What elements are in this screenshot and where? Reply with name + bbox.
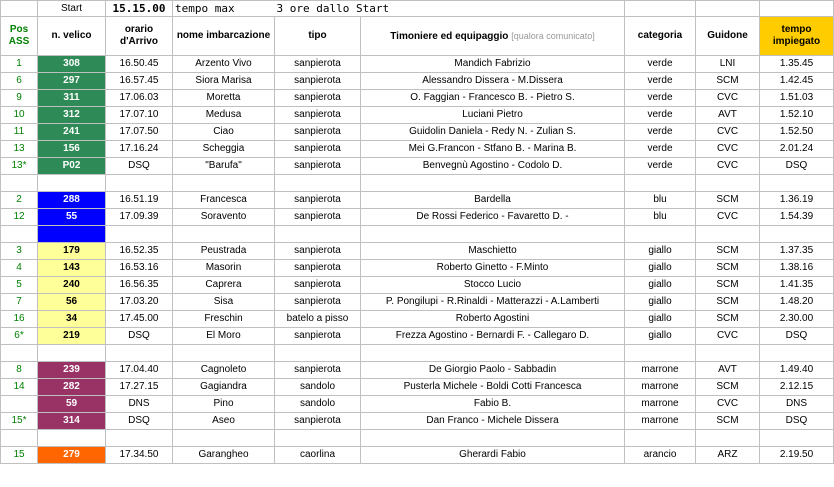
cell-time: 1.54.39 xyxy=(760,209,834,226)
cell-guidone: CVC xyxy=(696,124,760,141)
cell-crew: Mei G.Francon - Stfano B. - Marina B. xyxy=(361,141,625,158)
cell-pos: 5 xyxy=(1,277,38,294)
cell-guidone: SCM xyxy=(696,294,760,311)
cell-crew: Roberto Agostini xyxy=(361,311,625,328)
table-row xyxy=(1,141,834,158)
cell-time: 1.37.35 xyxy=(760,243,834,260)
cell-arrival: 17.07.50 xyxy=(106,124,173,141)
cell-type: sanpierota xyxy=(275,56,361,73)
cell-arrival: 17.45.00 xyxy=(106,311,173,328)
cell-category: verde xyxy=(625,141,696,158)
header-crew-label: Timoniere ed equipaggio xyxy=(390,30,509,42)
cell-arrival: 16.50.45 xyxy=(106,56,173,73)
cell-boat: Pino xyxy=(173,396,275,413)
cell-crew: Maschietto xyxy=(361,243,625,260)
cell-pos: 1 xyxy=(1,56,38,73)
cell-type: sandolo xyxy=(275,396,361,413)
header-crew-hint: [qualora comunicato] xyxy=(511,30,595,41)
cell-crew: De Giorgio Paolo - Sabbadin xyxy=(361,362,625,379)
cell-time: 2.19.50 xyxy=(760,447,834,464)
cell-sail: 241 xyxy=(38,124,106,141)
cell-pos: 7 xyxy=(1,294,38,311)
cell-boat: Freschin xyxy=(173,311,275,328)
cell-sail: 311 xyxy=(38,90,106,107)
start-label: Start xyxy=(38,1,106,17)
cell-time: 1.48.20 xyxy=(760,294,834,311)
table-row xyxy=(1,277,834,294)
cell-sail: 308 xyxy=(38,56,106,73)
cell-crew: Alessandro Dissera - M.Dissera xyxy=(361,73,625,90)
cell-category: verde xyxy=(625,56,696,73)
table-row xyxy=(1,56,834,73)
cell-arrival: 16.52.35 xyxy=(106,243,173,260)
cell-type: sanpierota xyxy=(275,294,361,311)
cell-guidone: CVC xyxy=(696,158,760,175)
cell-arrival: DSQ xyxy=(106,158,173,175)
cell-time: 1.52.50 xyxy=(760,124,834,141)
group-separator xyxy=(1,345,834,362)
cell-crew: Pusterla Michele - Boldi Cotti Francesca xyxy=(361,379,625,396)
table-row xyxy=(1,328,834,345)
cell-guidone: AVT xyxy=(696,362,760,379)
cell-sail: 312 xyxy=(38,107,106,124)
table-row xyxy=(1,73,834,90)
cell-boat: Caprera xyxy=(173,277,275,294)
cell-pos: 11 xyxy=(1,124,38,141)
cell-pos xyxy=(1,396,38,413)
table-row xyxy=(1,447,834,464)
cell-type: sanpierota xyxy=(275,124,361,141)
header-category: categoria xyxy=(625,17,696,56)
cell-sail: 55 xyxy=(38,209,106,226)
cell-boat: Peustrada xyxy=(173,243,275,260)
cell-guidone: CVC xyxy=(696,209,760,226)
table-row xyxy=(1,260,834,277)
cell-boat: Soravento xyxy=(173,209,275,226)
cell-arrival: 16.56.35 xyxy=(106,277,173,294)
cell-guidone: SCM xyxy=(696,311,760,328)
group-separator xyxy=(1,226,834,243)
cell-category: verde xyxy=(625,73,696,90)
cell-boat: Masorin xyxy=(173,260,275,277)
cell-category: giallo xyxy=(625,328,696,345)
cell-boat: Sisa xyxy=(173,294,275,311)
table-row xyxy=(1,107,834,124)
cell-arrival: DNS xyxy=(106,396,173,413)
cell-guidone: SCM xyxy=(696,260,760,277)
table-row xyxy=(1,362,834,379)
cell-type: batelo a pisso xyxy=(275,311,361,328)
cell-pos: 16 xyxy=(1,311,38,328)
cell-category: blu xyxy=(625,192,696,209)
cell-time: 2.12.15 xyxy=(760,379,834,396)
group-separator xyxy=(1,430,834,447)
cell-crew: Guidolin Daniela - Redy N. - Zulian S. xyxy=(361,124,625,141)
cell-arrival: 17.04.40 xyxy=(106,362,173,379)
max-value: 3 ore dallo Start xyxy=(275,1,625,17)
cell-category: giallo xyxy=(625,243,696,260)
table-row xyxy=(1,311,834,328)
start-info-row xyxy=(1,1,834,17)
table-row xyxy=(1,379,834,396)
cell-guidone: SCM xyxy=(696,413,760,430)
cell-arrival: DSQ xyxy=(106,328,173,345)
table-row xyxy=(1,294,834,311)
cell-crew: Stocco Lucio xyxy=(361,277,625,294)
cell-guidone: SCM xyxy=(696,73,760,90)
cell-guidone: AVT xyxy=(696,107,760,124)
cell-guidone: LNI xyxy=(696,56,760,73)
cell-guidone: SCM xyxy=(696,379,760,396)
cell-guidone: SCM xyxy=(696,243,760,260)
cell-time: 1.49.40 xyxy=(760,362,834,379)
cell-category: verde xyxy=(625,90,696,107)
header-sail: n. velico xyxy=(38,17,106,56)
cell-type: sanpierota xyxy=(275,243,361,260)
table-row xyxy=(1,158,834,175)
cell-crew: Frezza Agostino - Bernardi F. - Callegaro D. xyxy=(361,328,625,345)
cell-type: sanpierota xyxy=(275,90,361,107)
cell-category: marrone xyxy=(625,396,696,413)
cell-crew: Roberto Ginetto - F.Minto xyxy=(361,260,625,277)
cell-boat: Scheggia xyxy=(173,141,275,158)
table-row xyxy=(1,192,834,209)
cell-category: verde xyxy=(625,158,696,175)
cell-type: caorlina xyxy=(275,447,361,464)
table-row xyxy=(1,90,834,107)
header-arrival: orario d'Arrivo xyxy=(106,17,173,56)
cell-guidone: CVC xyxy=(696,396,760,413)
cell-arrival: 16.53.16 xyxy=(106,260,173,277)
cell-guidone: CVC xyxy=(696,90,760,107)
cell-boat: Medusa xyxy=(173,107,275,124)
cell-crew: Gherardi Fabio xyxy=(361,447,625,464)
header-boat: nome imbarcazione xyxy=(173,17,275,56)
cell-type: sandolo xyxy=(275,379,361,396)
cell-category: giallo xyxy=(625,294,696,311)
cell-time: 1.51.03 xyxy=(760,90,834,107)
cell-pos: 15* xyxy=(1,413,38,430)
cell-arrival: 16.51.19 xyxy=(106,192,173,209)
cell-sail: 240 xyxy=(38,277,106,294)
cell-sail: 156 xyxy=(38,141,106,158)
cell-boat: Siora Marisa xyxy=(173,73,275,90)
cell-type: sanpierota xyxy=(275,73,361,90)
cell-category: giallo xyxy=(625,311,696,328)
cell-sail: 314 xyxy=(38,413,106,430)
cell-arrival: DSQ xyxy=(106,413,173,430)
cell-arrival: 17.06.03 xyxy=(106,90,173,107)
table-row xyxy=(1,209,834,226)
cell-type: sanpierota xyxy=(275,158,361,175)
cell-category: blu xyxy=(625,209,696,226)
cell-arrival: 17.34.50 xyxy=(106,447,173,464)
cell-pos: 13 xyxy=(1,141,38,158)
cell-time: DSQ xyxy=(760,413,834,430)
cell-crew: Benvegnù Agostino - Codolo D. xyxy=(361,158,625,175)
cell-pos: 9 xyxy=(1,90,38,107)
cell-sail: 297 xyxy=(38,73,106,90)
table-row xyxy=(1,243,834,260)
cell-pos: 12 xyxy=(1,209,38,226)
cell-pos: 14 xyxy=(1,379,38,396)
cell-pos: 2 xyxy=(1,192,38,209)
header-crew xyxy=(361,17,625,56)
cell-crew: Fabio B. xyxy=(361,396,625,413)
cell-sail: 279 xyxy=(38,447,106,464)
cell-boat: Arzento Vivo xyxy=(173,56,275,73)
cell-category: giallo xyxy=(625,277,696,294)
cell-guidone: CVC xyxy=(696,328,760,345)
header-type: tipo xyxy=(275,17,361,56)
cell-arrival: 16.57.45 xyxy=(106,73,173,90)
max-label: tempo max xyxy=(173,1,275,17)
cell-boat: Aseo xyxy=(173,413,275,430)
cell-time: DSQ xyxy=(760,328,834,345)
cell-arrival: 17.27.15 xyxy=(106,379,173,396)
cell-time: 1.41.35 xyxy=(760,277,834,294)
cell-time: 1.36.19 xyxy=(760,192,834,209)
cell-crew: O. Faggian - Francesco B. - Pietro S. xyxy=(361,90,625,107)
cell-sail: 288 xyxy=(38,192,106,209)
cell-time: DNS xyxy=(760,396,834,413)
cell-boat: Cagnoleto xyxy=(173,362,275,379)
cell-boat: El Moro xyxy=(173,328,275,345)
cell-arrival: 17.03.20 xyxy=(106,294,173,311)
cell-guidone: SCM xyxy=(696,277,760,294)
cell-pos: 13* xyxy=(1,158,38,175)
cell-type: sanpierota xyxy=(275,328,361,345)
cell-pos: 4 xyxy=(1,260,38,277)
cell-boat: Garangheo xyxy=(173,447,275,464)
cell-sail: P02 xyxy=(38,158,106,175)
cell-type: sanpierota xyxy=(275,192,361,209)
cell-type: sanpierota xyxy=(275,141,361,158)
cell-category: marrone xyxy=(625,379,696,396)
cell-time: 1.35.45 xyxy=(760,56,834,73)
cell-arrival: 17.16.24 xyxy=(106,141,173,158)
cell-time: 1.52.10 xyxy=(760,107,834,124)
table-row xyxy=(1,396,834,413)
cell-pos: 3 xyxy=(1,243,38,260)
cell-crew: Bardella xyxy=(361,192,625,209)
cell-time: DSQ xyxy=(760,158,834,175)
cell-category: verde xyxy=(625,124,696,141)
cell-category: verde xyxy=(625,107,696,124)
cell-category: marrone xyxy=(625,413,696,430)
cell-arrival: 17.09.39 xyxy=(106,209,173,226)
cell-pos: 6* xyxy=(1,328,38,345)
cell-pos: 8 xyxy=(1,362,38,379)
cell-crew: Dan Franco - Michele Dissera xyxy=(361,413,625,430)
header-time: tempo impiegato xyxy=(760,17,834,56)
cell-guidone: ARZ xyxy=(696,447,760,464)
cell-boat: Ciao xyxy=(173,124,275,141)
cell-guidone: CVC xyxy=(696,141,760,158)
cell-boat: "Barufa" xyxy=(173,158,275,175)
cell-crew: Mandich Fabrizio xyxy=(361,56,625,73)
cell-sail: 34 xyxy=(38,311,106,328)
cell-boat: Gagiandra xyxy=(173,379,275,396)
cell-sail: 56 xyxy=(38,294,106,311)
table-row xyxy=(1,413,834,430)
cell-type: sanpierota xyxy=(275,107,361,124)
cell-sail: 179 xyxy=(38,243,106,260)
table-row xyxy=(1,124,834,141)
cell-arrival: 17.07.10 xyxy=(106,107,173,124)
header-guidone: Guidone xyxy=(696,17,760,56)
cell-type: sanpierota xyxy=(275,413,361,430)
cell-guidone: SCM xyxy=(696,192,760,209)
cell-type: sanpierota xyxy=(275,209,361,226)
cell-boat: Francesca xyxy=(173,192,275,209)
group-separator xyxy=(1,175,834,192)
cell-type: sanpierota xyxy=(275,277,361,294)
cell-pos: 15 xyxy=(1,447,38,464)
cell-category: marrone xyxy=(625,362,696,379)
cell-crew: De Rossi Federico - Favaretto D. - xyxy=(361,209,625,226)
cell-pos: 10 xyxy=(1,107,38,124)
cell-crew: P. Pongilupi - R.Rinaldi - Matterazzi - A.Lamberti xyxy=(361,294,625,311)
start-time: 15.15.00 xyxy=(106,1,173,17)
header-pos: Pos ASS xyxy=(1,17,38,56)
cell-sail: 143 xyxy=(38,260,106,277)
cell-crew: Luciani Pietro xyxy=(361,107,625,124)
cell-type: sanpierota xyxy=(275,362,361,379)
cell-category: giallo xyxy=(625,260,696,277)
cell-sail: 59 xyxy=(38,396,106,413)
cell-sail: 282 xyxy=(38,379,106,396)
cell-time: 1.38.16 xyxy=(760,260,834,277)
cell-time: 2.01.24 xyxy=(760,141,834,158)
cell-sail: 239 xyxy=(38,362,106,379)
cell-type: sanpierota xyxy=(275,260,361,277)
cell-pos: 6 xyxy=(1,73,38,90)
cell-time: 1.42.45 xyxy=(760,73,834,90)
cell-time: 2.30.00 xyxy=(760,311,834,328)
cell-sail: 219 xyxy=(38,328,106,345)
cell-category: arancio xyxy=(625,447,696,464)
cell-boat: Moretta xyxy=(173,90,275,107)
header-row xyxy=(1,17,834,56)
